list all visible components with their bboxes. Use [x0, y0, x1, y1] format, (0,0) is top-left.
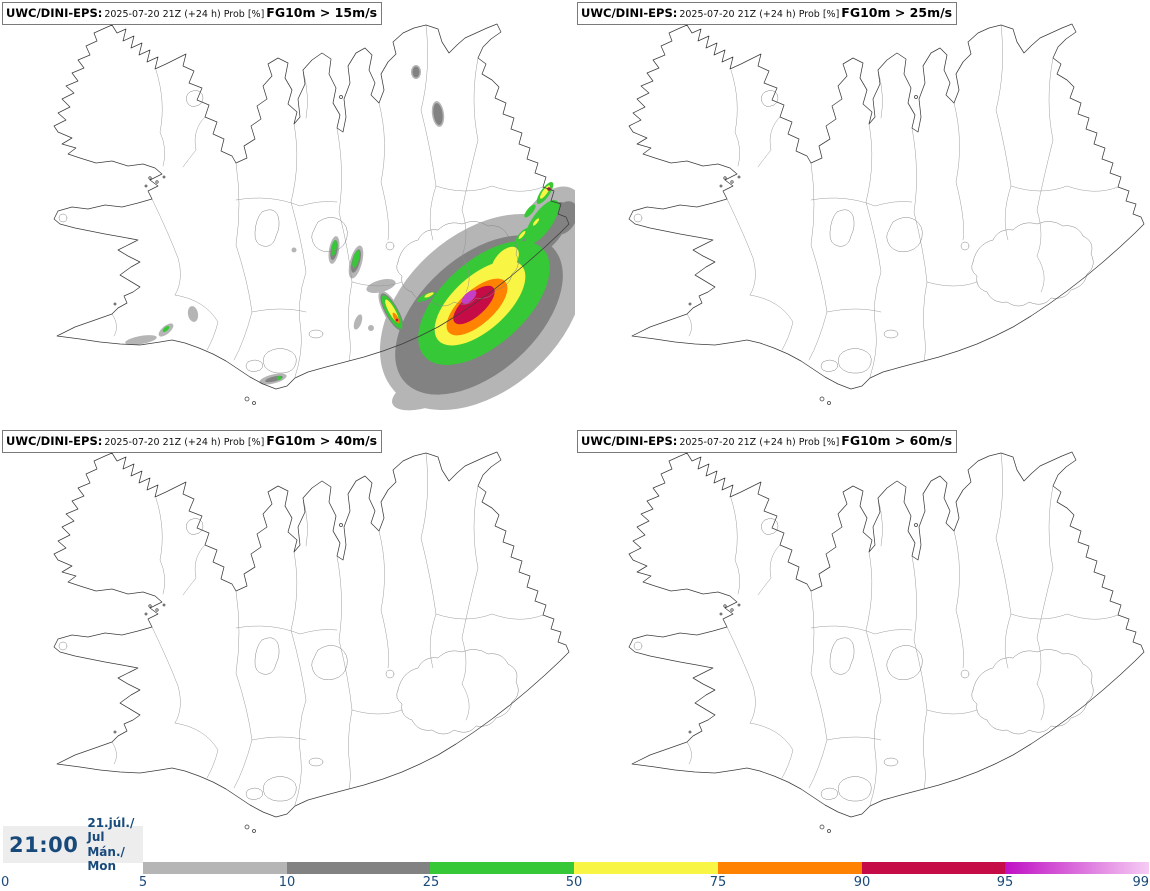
colorbar-seg-5-10 [143, 862, 287, 874]
param-label: FG10m > 15m/s [266, 5, 378, 20]
model-label: UWC/DINI-EPS: [581, 434, 678, 448]
panel-title-40 [2, 430, 382, 453]
tick-25: 25 [422, 875, 440, 890]
probability-colorbar [143, 862, 1149, 874]
iceland-map-prob-15 [0, 0, 575, 428]
colorbar-seg-25-50 [430, 862, 574, 874]
tick-90: 90 [853, 875, 871, 890]
run-info: 2025-07-20 21Z (+24 h) Prob [%] [679, 9, 840, 20]
colorbar-seg-95-99 [1005, 862, 1149, 874]
tick-50: 50 [565, 875, 583, 890]
valid-date [87, 816, 143, 874]
valid-day-line: Mán./ Mon [87, 844, 125, 873]
model-label: UWC/DINI-EPS: [6, 6, 103, 20]
iceland-map-prob-60 [575, 428, 1150, 856]
param-label: FG10m > 25m/s [841, 5, 953, 20]
run-info: 2025-07-20 21Z (+24 h) Prob [%] [104, 9, 265, 20]
colorbar-seg-75-90 [718, 862, 862, 874]
param-label: FG10m > 60m/s [841, 433, 953, 448]
tick-99: 99 [1132, 875, 1149, 890]
panel-title-25 [577, 2, 957, 25]
panel-fg10m-15 [0, 0, 575, 428]
panel-fg10m-60 [575, 428, 1150, 856]
iceland-map-prob-40 [0, 428, 575, 856]
colorbar-seg-90-95 [862, 862, 1006, 874]
valid-date-line: 21.júl./ Jul [87, 815, 135, 845]
run-info: 2025-07-20 21Z (+24 h) Prob [%] [104, 437, 265, 448]
panel-title-15 [2, 2, 382, 25]
colorbar-seg-50-75 [574, 862, 718, 874]
colorbar-ticks [0, 875, 1150, 891]
tick-0: 0 [1, 875, 10, 890]
valid-time-box [3, 815, 143, 873]
tick-10: 10 [278, 875, 296, 890]
panel-fg10m-25 [575, 0, 1150, 428]
tick-75: 75 [709, 875, 727, 890]
tick-5: 5 [138, 875, 148, 890]
iceland-map-prob-25 [575, 0, 1150, 428]
run-info: 2025-07-20 21Z (+24 h) Prob [%] [679, 437, 840, 448]
param-label: FG10m > 40m/s [266, 433, 378, 448]
panel-title-60 [577, 430, 957, 453]
panel-fg10m-40 [0, 428, 575, 856]
colorbar-seg-10-25 [287, 862, 431, 874]
valid-time: 21:00 [9, 832, 79, 857]
model-label: UWC/DINI-EPS: [6, 434, 103, 448]
tick-95: 95 [996, 875, 1014, 890]
model-label: UWC/DINI-EPS: [581, 6, 678, 20]
